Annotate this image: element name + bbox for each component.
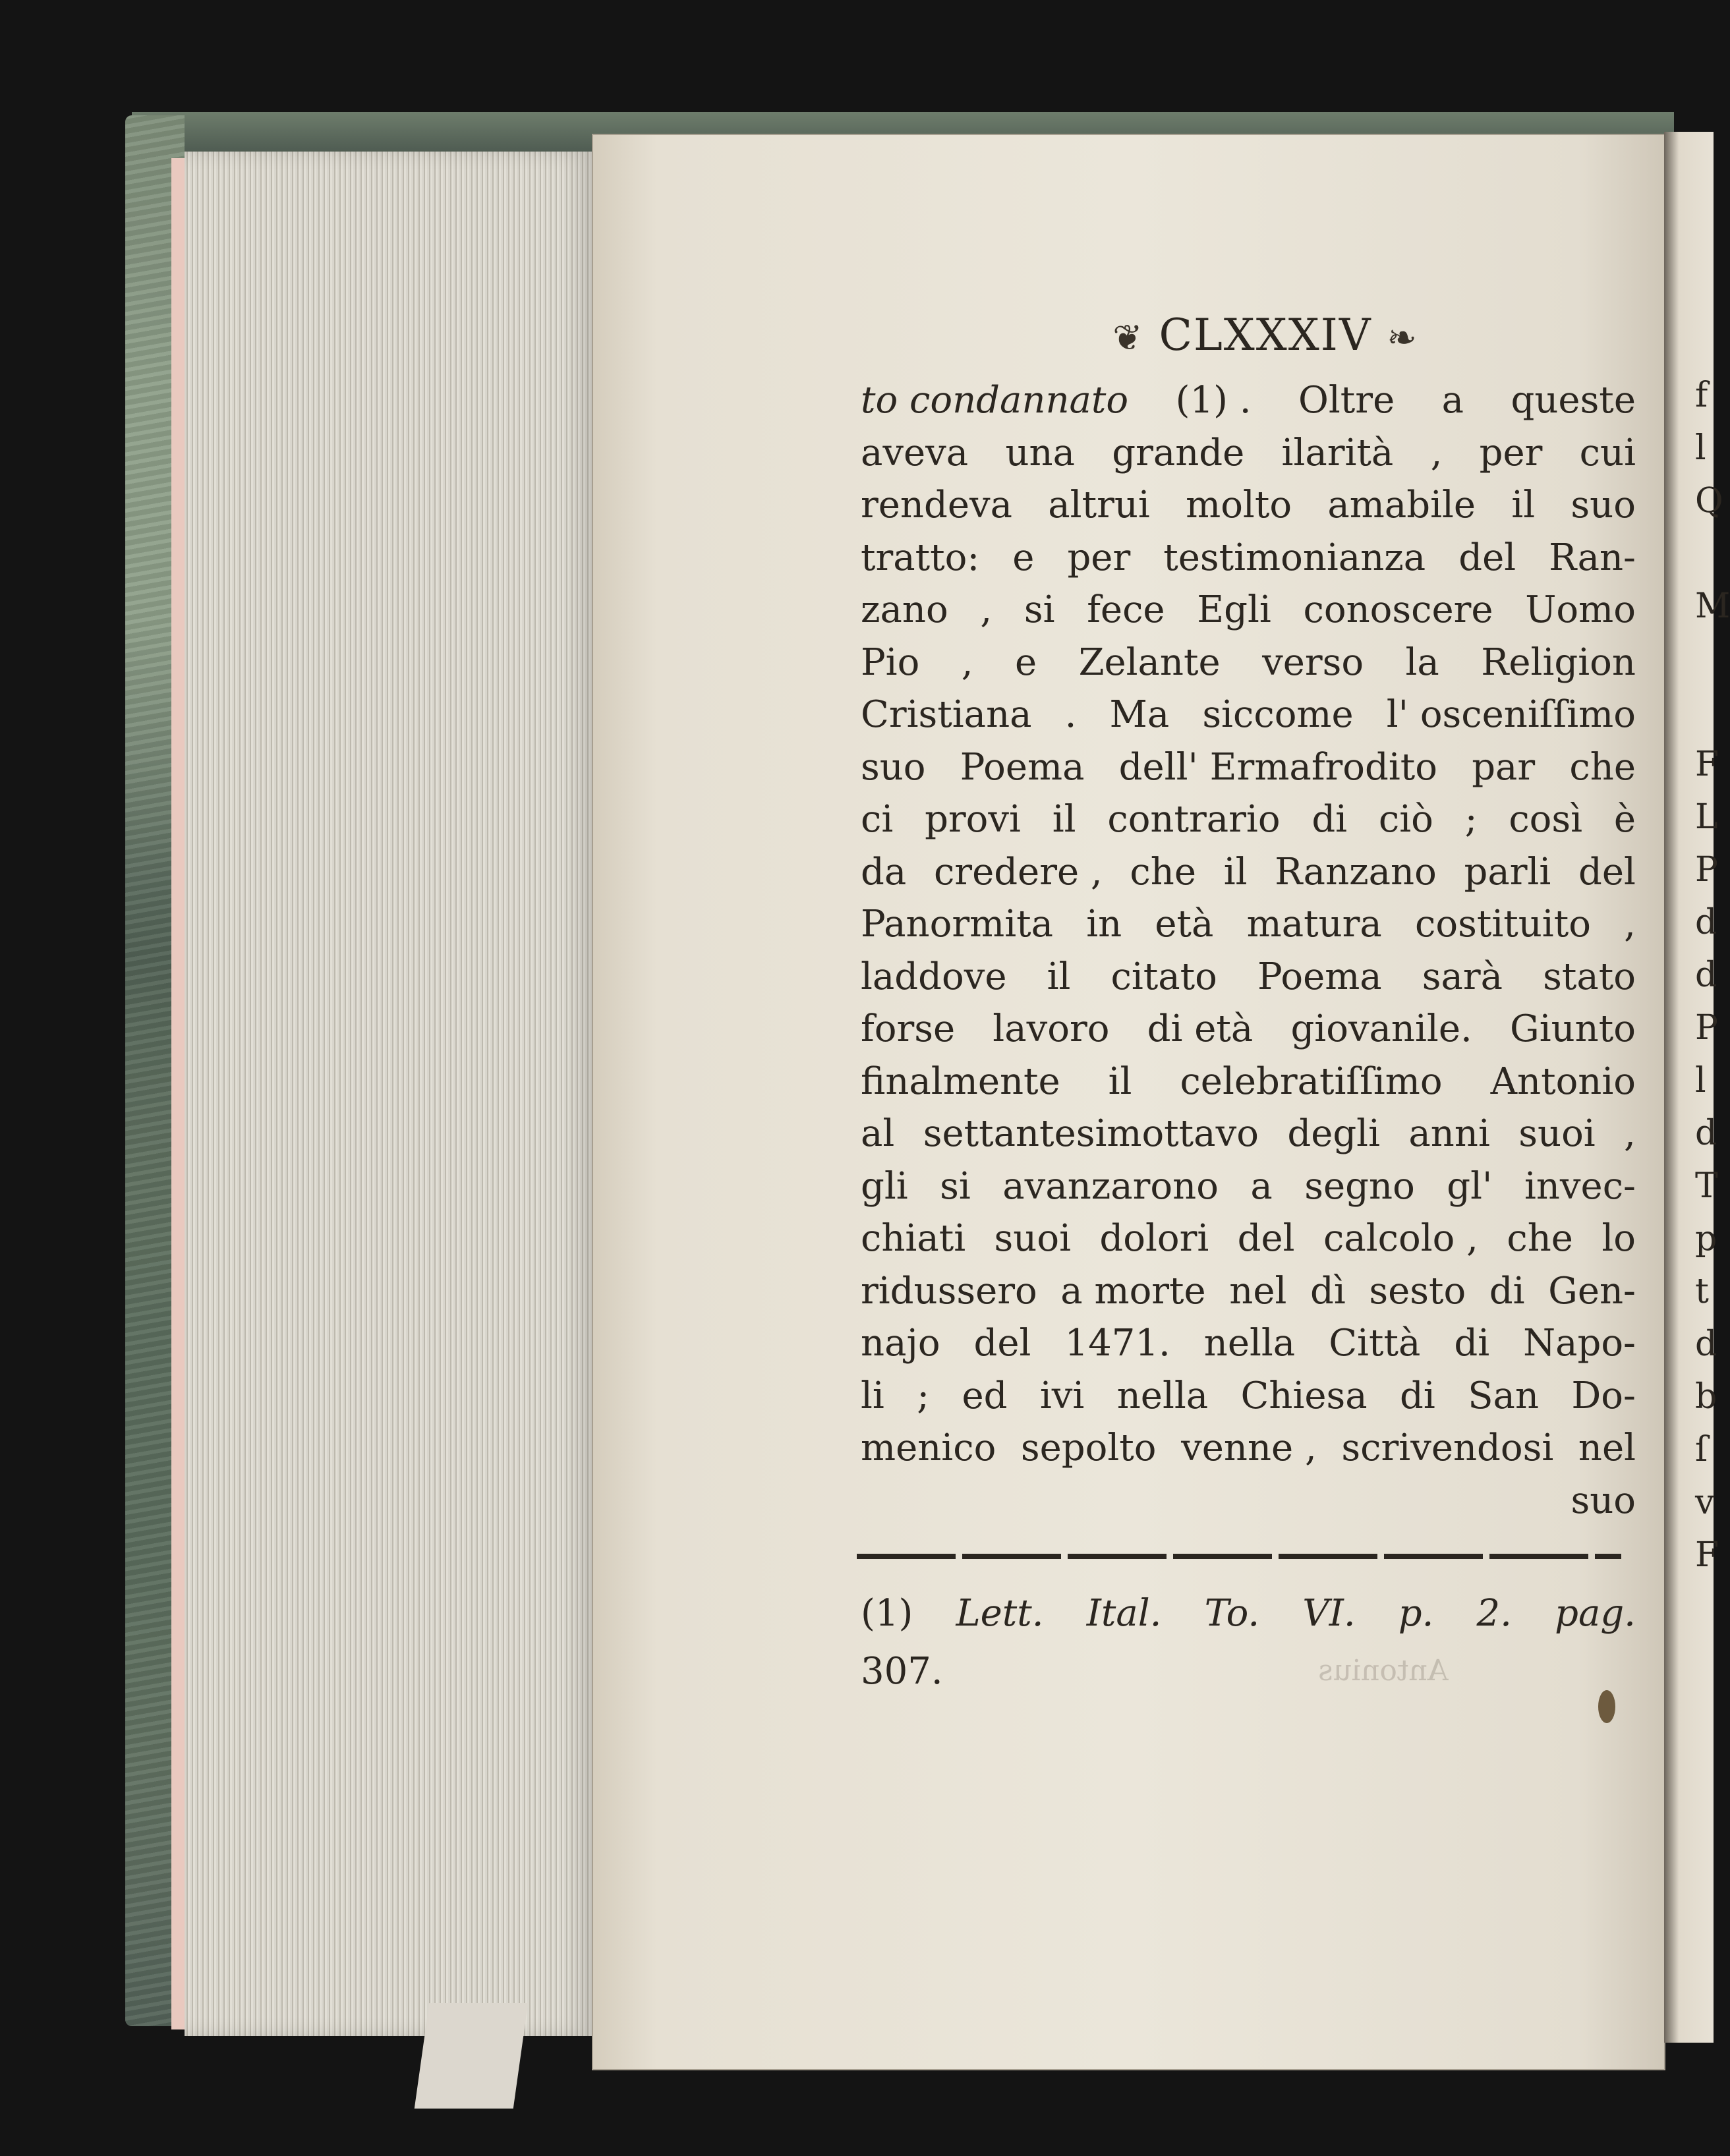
word: suoi — [1518, 1112, 1596, 1155]
facing-page-letter: F — [1695, 745, 1719, 784]
word: 1471. — [1064, 1322, 1170, 1365]
word: matura — [1246, 903, 1382, 946]
footnote-word: To. — [1204, 1592, 1260, 1635]
footnote-word: (1) — [861, 1592, 913, 1635]
facing-page-letter: d — [1695, 1114, 1717, 1153]
page-header — [1054, 310, 1476, 360]
text-line — [861, 1160, 1636, 1213]
word: dell' Ermafrodito — [1118, 745, 1437, 789]
word: si — [940, 1164, 971, 1208]
word: conoscere — [1303, 588, 1493, 631]
word: invec- — [1524, 1164, 1636, 1208]
word: da — [861, 850, 907, 894]
page-stack-edges — [185, 152, 593, 2036]
word: aveva — [861, 431, 969, 474]
word: Città — [1329, 1322, 1421, 1365]
text-line — [861, 584, 1636, 637]
word: Antonio — [1490, 1060, 1636, 1103]
word: di età — [1147, 1007, 1254, 1050]
right-ornament-icon: ❧ — [1387, 317, 1418, 358]
facing-page-letter: d — [1695, 955, 1717, 995]
text-line — [861, 689, 1636, 741]
word: , — [1624, 903, 1636, 946]
word: ciò — [1378, 798, 1433, 841]
word: laddove — [861, 955, 1007, 998]
text-line — [861, 846, 1636, 899]
word: testimonianza — [1163, 536, 1426, 579]
word: a morte — [1060, 1269, 1206, 1313]
facing-page-letter: f — [1695, 376, 1708, 415]
word: Poema — [1257, 955, 1382, 998]
text-line — [861, 793, 1636, 846]
body-text — [861, 374, 1636, 1527]
word: che — [1507, 1217, 1573, 1260]
word: queste — [1511, 379, 1636, 422]
word: in — [1086, 903, 1122, 946]
facing-page-letter: L — [1695, 797, 1718, 837]
facing-page-letter — [1695, 633, 1714, 685]
word: to condannato — [861, 379, 1129, 422]
facing-page-letter: F — [1695, 1535, 1719, 1575]
word: per — [1067, 536, 1131, 579]
word: a — [1250, 1164, 1273, 1208]
word: ed — [962, 1374, 1008, 1417]
word: è — [1613, 798, 1636, 841]
word: il — [1047, 955, 1071, 998]
word: ci — [861, 798, 894, 841]
word: verso — [1262, 640, 1364, 684]
word: citato — [1110, 955, 1217, 998]
text-line — [861, 427, 1636, 480]
footnote — [861, 1585, 1636, 1701]
word: calcolo , — [1323, 1217, 1478, 1260]
word: e — [1012, 536, 1035, 579]
word: lavoro — [993, 1007, 1110, 1050]
word: sesto — [1369, 1269, 1466, 1313]
text-line — [861, 1212, 1636, 1265]
word: di — [1454, 1322, 1490, 1365]
word: stato — [1543, 955, 1636, 998]
word: ; — [1464, 798, 1478, 841]
word: Pio — [861, 640, 920, 684]
facing-page-letter — [1695, 527, 1714, 580]
word: finalmente — [861, 1060, 1060, 1103]
left-ornament-icon: ❦ — [1112, 317, 1144, 358]
word: età — [1155, 903, 1214, 946]
word: grande — [1112, 431, 1245, 474]
word: ivi — [1039, 1374, 1085, 1417]
word: del — [973, 1322, 1031, 1365]
facing-page-letter: M — [1695, 586, 1730, 626]
word: di — [1312, 798, 1348, 841]
text-line — [861, 1317, 1636, 1370]
footnote-word: pag. — [1555, 1592, 1636, 1635]
word: provi — [925, 798, 1021, 841]
word: il — [1511, 484, 1536, 526]
word: dì — [1310, 1269, 1346, 1313]
word: , — [980, 588, 993, 631]
word: settantesimottavo — [923, 1112, 1259, 1155]
word: menico — [861, 1427, 996, 1469]
word: suo — [861, 745, 926, 789]
word: parli — [1464, 850, 1551, 894]
footnote-line-1 — [861, 1585, 1636, 1643]
ink-stain — [1598, 1690, 1615, 1723]
word: il — [1223, 850, 1248, 894]
word: Panormita — [861, 903, 1054, 946]
word: il — [1052, 798, 1076, 841]
footnote-word: VI. — [1302, 1592, 1356, 1635]
word: nel — [1229, 1269, 1287, 1313]
facing-page-letter: Q — [1695, 481, 1723, 521]
word: gli — [861, 1164, 908, 1208]
facing-page-letter: b — [1695, 1377, 1717, 1417]
facing-page-letter: l — [1695, 1061, 1706, 1100]
word: Napo- — [1523, 1322, 1636, 1365]
facing-page-letter: d — [1695, 1324, 1717, 1364]
word: forse — [861, 1007, 956, 1050]
facing-page-letter: ſ — [1695, 1430, 1708, 1469]
footnote-word: 2. — [1476, 1592, 1512, 1635]
word: molto — [1186, 484, 1292, 526]
facing-page-letter: v — [1695, 1483, 1715, 1522]
facing-page-letter: t — [1695, 1272, 1709, 1311]
word: scrivendosi — [1341, 1427, 1554, 1469]
footnote-word: Ital. — [1086, 1592, 1162, 1635]
word: siccome — [1202, 693, 1354, 736]
facing-page-letter: T — [1695, 1166, 1718, 1206]
word: , — [1624, 1112, 1636, 1155]
word: najo — [861, 1322, 940, 1365]
word: ilarità — [1281, 431, 1394, 474]
text-line — [861, 1265, 1636, 1318]
word: anni — [1408, 1112, 1490, 1155]
word: li — [861, 1374, 884, 1417]
word: credere , — [933, 850, 1103, 894]
facing-page-letter: P — [1695, 1008, 1718, 1048]
text-line — [861, 898, 1636, 951]
text-line — [861, 479, 1636, 532]
page-number: CLXXXIV — [1159, 310, 1372, 360]
facing-page-letter — [1695, 685, 1714, 738]
word: Chiesa — [1240, 1374, 1368, 1417]
facing-page-letters — [1695, 369, 1730, 1581]
word: di — [1489, 1269, 1525, 1313]
word: Uomo — [1525, 588, 1636, 631]
word: Ran- — [1549, 536, 1636, 579]
text-line — [861, 1056, 1636, 1108]
word: fece — [1087, 588, 1165, 631]
word: costituito — [1415, 903, 1591, 946]
word: così — [1509, 798, 1583, 841]
word: segno — [1304, 1164, 1415, 1208]
word: del — [1578, 850, 1636, 894]
paper-bookmark — [415, 2003, 528, 2109]
facing-page-letter: p — [1695, 1219, 1717, 1259]
word: e — [1015, 640, 1037, 684]
word: Cristiana — [861, 693, 1032, 736]
footnote-word: p. — [1398, 1592, 1434, 1635]
facing-page-letter: l — [1695, 428, 1706, 468]
word: rendeva — [861, 484, 1012, 526]
word: chiati — [861, 1217, 966, 1260]
footnote-word: Lett. — [956, 1592, 1044, 1635]
word: nella — [1203, 1322, 1296, 1365]
word: che — [1569, 745, 1636, 789]
text-line — [861, 951, 1636, 1004]
word: , — [1430, 431, 1443, 474]
word: una — [1005, 431, 1075, 474]
facing-page-letter: P — [1695, 850, 1718, 890]
word: Gen- — [1548, 1269, 1636, 1313]
word: . — [1064, 693, 1077, 736]
word: (1) . — [1175, 379, 1252, 422]
word: sepolto — [1020, 1427, 1157, 1469]
word: celebratiſſimo — [1180, 1060, 1443, 1103]
word: degli — [1287, 1112, 1380, 1155]
word: del — [1237, 1217, 1295, 1260]
word: zano — [861, 588, 948, 631]
text-line — [861, 1003, 1636, 1056]
word: giovanile. — [1290, 1007, 1472, 1050]
text-line — [861, 532, 1636, 584]
word: suoi — [994, 1217, 1071, 1260]
word: tratto: — [861, 536, 980, 579]
word: del — [1458, 536, 1516, 579]
word: la — [1405, 640, 1439, 684]
word: Giunto — [1509, 1007, 1636, 1050]
word: avanzarono — [1002, 1164, 1219, 1208]
text-line — [861, 1108, 1636, 1160]
word: nella — [1116, 1374, 1209, 1417]
word: che — [1130, 850, 1196, 894]
footnote-page: 307. — [861, 1650, 943, 1693]
bleed-through-text: Antonius — [1318, 1654, 1449, 1688]
word: amabile — [1327, 484, 1476, 526]
word: l' osceniſſimo — [1386, 693, 1636, 736]
word: ridussero — [861, 1269, 1037, 1313]
word: altrui — [1048, 484, 1150, 526]
word: Poema — [960, 745, 1085, 789]
text-line — [861, 1422, 1636, 1475]
word: Ma — [1109, 693, 1170, 736]
word: sarà — [1422, 955, 1503, 998]
word: si — [1024, 588, 1055, 631]
word: Egli — [1197, 588, 1271, 631]
catchword: suo — [1571, 1479, 1636, 1522]
word: Do- — [1571, 1374, 1636, 1417]
word: , — [961, 640, 973, 684]
catchword-line — [861, 1475, 1636, 1527]
facing-page-letter: d — [1695, 903, 1717, 942]
word: lo — [1601, 1217, 1636, 1260]
word: il — [1108, 1060, 1132, 1103]
footnote-line-2 — [861, 1643, 1636, 1701]
word: venne , — [1181, 1427, 1317, 1469]
text-line — [861, 1370, 1636, 1423]
word: nel — [1578, 1427, 1636, 1469]
word: cui — [1579, 431, 1636, 474]
footnote-rule — [857, 1554, 1621, 1559]
word: per — [1479, 431, 1543, 474]
word: Religion — [1481, 640, 1636, 684]
text-line — [861, 741, 1636, 794]
word: Oltre — [1298, 379, 1395, 422]
word: di — [1400, 1374, 1435, 1417]
word: Zelante — [1078, 640, 1221, 684]
word: Ranzano — [1275, 850, 1437, 894]
word: gl' — [1447, 1164, 1493, 1208]
word: suo — [1571, 484, 1636, 526]
word: ; — [917, 1374, 930, 1417]
word: a — [1441, 379, 1464, 422]
word: al — [861, 1112, 895, 1155]
word: contrario — [1107, 798, 1281, 841]
word: dolori — [1099, 1217, 1209, 1260]
text-line — [861, 637, 1636, 689]
word: San — [1468, 1374, 1540, 1417]
text-line — [861, 374, 1636, 427]
word: par — [1472, 745, 1536, 789]
